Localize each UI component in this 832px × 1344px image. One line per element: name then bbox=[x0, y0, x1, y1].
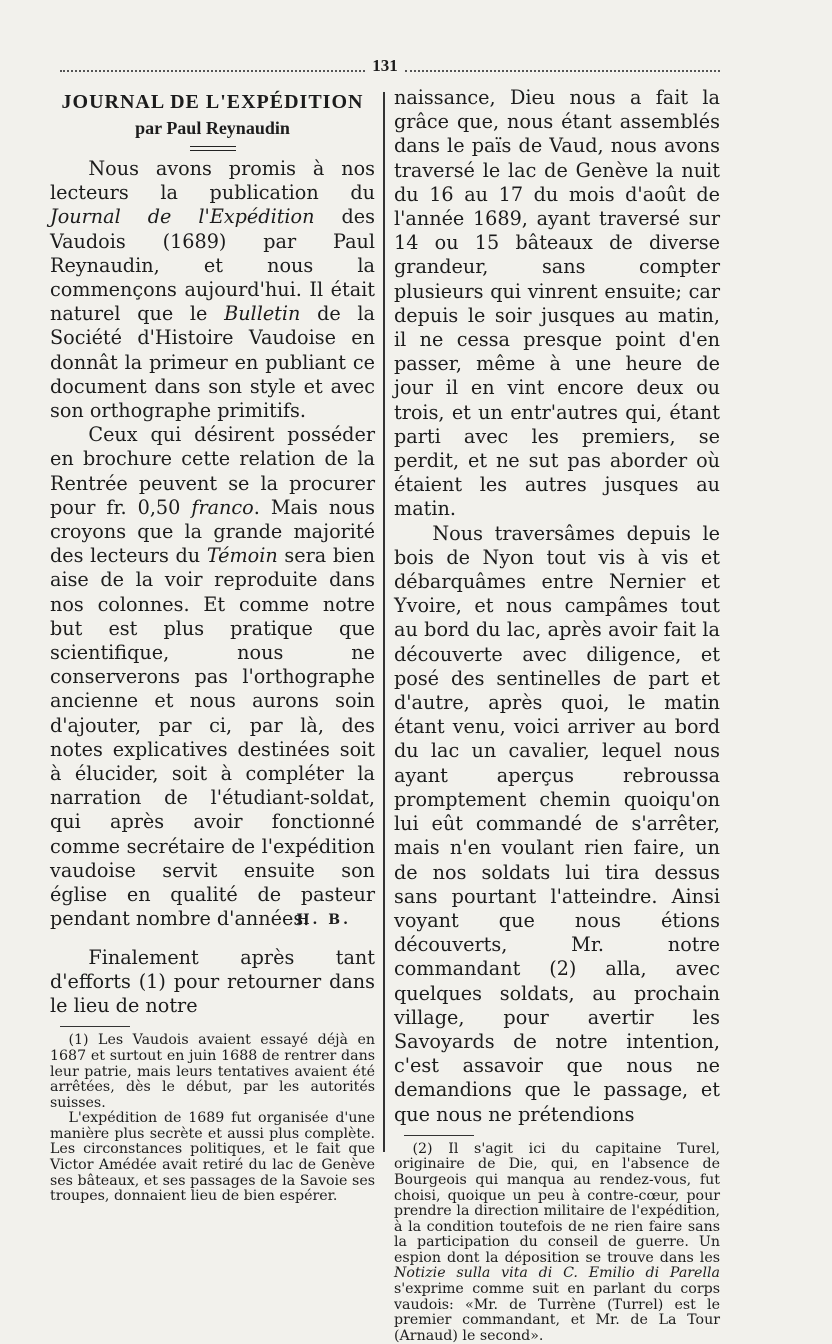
intro-p1-text-c: de la Société d'Histoire Vaudoise en donnât la primeur en publiant ce document dans son style et avec son orthographe primitifs. bbox=[50, 302, 375, 423]
intro-p1-text-a: Nous avons promis à nos lecteurs la publication du bbox=[50, 157, 375, 205]
journal-paragraph-1: naissance, Dieu nous a fait la grâce que, nous étant assemblés dans le païs de Vaud, nous avons traversé le lac de Genève la nuit du 16 au 17 du mois d'août de l'année 1689, ayant traversé sur 14 ou 15 bâteaux de diverse grandeur, sans compter plusieurs qui vinrent ensuite; car depuis le soir jusques au matin, il ne cessa presque point d'en passer, même à une heure de jour il en vint encore deux ou trois, et un entr'autres qui, étant parti avec les premiers, se perdit, et ne sut pas aborder où étaient les autres jusques au matin. bbox=[394, 86, 720, 521]
header-rule-right bbox=[405, 70, 720, 72]
header-rule-left bbox=[60, 70, 365, 72]
footnote-2-para bbox=[394, 1142, 720, 1344]
intro-p2-text-b: . Mais nous croyons que la grande majorité des lecteurs du bbox=[50, 495, 375, 568]
journal-body-start: Finalement après tant d'efforts (1) pour retourner dans le lieu de notre bbox=[50, 945, 375, 1018]
intro-p2-italic-temoin: Témoin bbox=[206, 544, 278, 568]
intro-p2-text-a: Ceux qui désirent posséder en brochure cette relation de la Rentrée peuvent se la procurer pour fr. 0,50 bbox=[50, 423, 375, 519]
intro-p2-italic-franco: franco bbox=[191, 495, 254, 519]
page-number: 131 bbox=[372, 56, 398, 75]
article-subtitle: par Paul Reynaudin bbox=[135, 118, 290, 138]
column-divider bbox=[383, 92, 385, 1152]
footnote-2-text-b: s'exprime comme suit en parlant du corps vaudois: «Mr. de Turrène (Turrel) est le premier commandant, et Mr. de La Tour (Arnaud) le second». bbox=[394, 1281, 720, 1344]
footnote-rule-right bbox=[404, 1135, 474, 1136]
footnote-rule bbox=[60, 1026, 130, 1027]
footnote-2-italic-notizie: Notizie sulla vita di C. Emilio di Parella bbox=[394, 1265, 720, 1282]
footnote-2 bbox=[394, 1142, 720, 1344]
intro-p2-text-c: sera bien aise de la voir reproduite dans nos colonnes. Et comme notre but est plus pratique que scientifique, nous ne conserverons pas l'orthographe ancienne et nous aurons soin d'ajouter, par ci, par là, des notes explicatives destinées soit à élucider, soit à compléter la narration de l'étudiant-soldat, qui après avoir fonctionné comme secrétaire de l'expédition vaudoise servit ensuite son église en qualité de pasteur pendant nombre d'années. bbox=[50, 544, 375, 931]
intro-paragraph-1 bbox=[50, 157, 375, 423]
intro-p1-text-b: des Vaudois (1689) par Paul Reynaudin, et nous la commençons aujourd'hui. Il était naturel que le bbox=[50, 205, 375, 326]
footnote-2-text-a: (2) Il s'agit ici du capitaine Turel, originaire de Die, qui, en l'absence de Bourgeois qui manqua au rendez-vous, fut choisi, quoique un peu à contre-cœur, pour prendre la direction militaire de l'expédition, à la condition toutefois de ne rien faire sans la participation du conseil de guerre. Un espion dont la déposition se trouve dans les bbox=[394, 1140, 720, 1266]
journal-paragraph-2: Nous traversâmes depuis le bois de Nyon tout vis à vis et débarquâmes entre Nernier et Yvoire, et nous campâmes tout au bord du lac, après avoir fait la découverte avec diligence, et posé des sentinelles de part et d'autre, après quoi, le matin étant venu, voici arriver au bord du lac un cavalier, lequel nous ayant aperçus rebroussa promptement chemin quoiqu'on lui eût commandé de s'arrêter, mais n'en voulant rien faire, un de nos soldats lui tira dessus sans pourtant l'atteindre. Ainsi voyant que nous étions découverts, Mr. notre commandant (2) alla, avec quelques soldats, au prochain village, pour avertir les Savoyards de notre intention, c'est assavoir que nous ne demandions que le passage, et que nous ne prétendions bbox=[394, 521, 720, 1126]
footnote-1-para-1: (1) Les Vaudois avaient essayé déjà en 1687 et surtout en juin 1688 de rentrer dans leur patrie, mais leurs tentatives avaient été arrêtées, dès le début, par les autorités suisses. bbox=[50, 1032, 375, 1111]
footnote-1 bbox=[50, 1033, 375, 1205]
page-header bbox=[60, 56, 720, 80]
article-title: JOURNAL DE L'EXPÉDITION bbox=[61, 91, 364, 113]
right-column bbox=[394, 86, 720, 1344]
intro-p1-italic-journal: Journal de l'Expédition bbox=[50, 205, 315, 229]
intro-paragraph-2 bbox=[50, 423, 375, 931]
footnote-1-para-2: L'expédition de 1689 fut organisée d'une manière plus secrète et aussi plus complète. Les circonstances politiques, et le fait que Victor Amédée avait retiré du lac de Genève ses bâteaux, et ses passages de la Savoie ses troupes, donnaient lieu de bien espérer. bbox=[50, 1110, 375, 1205]
title-double-rule bbox=[190, 146, 236, 151]
intro-p1-italic-bulletin: Bulletin bbox=[224, 302, 301, 326]
signature: H. B. bbox=[296, 911, 351, 928]
left-column bbox=[50, 90, 375, 1205]
